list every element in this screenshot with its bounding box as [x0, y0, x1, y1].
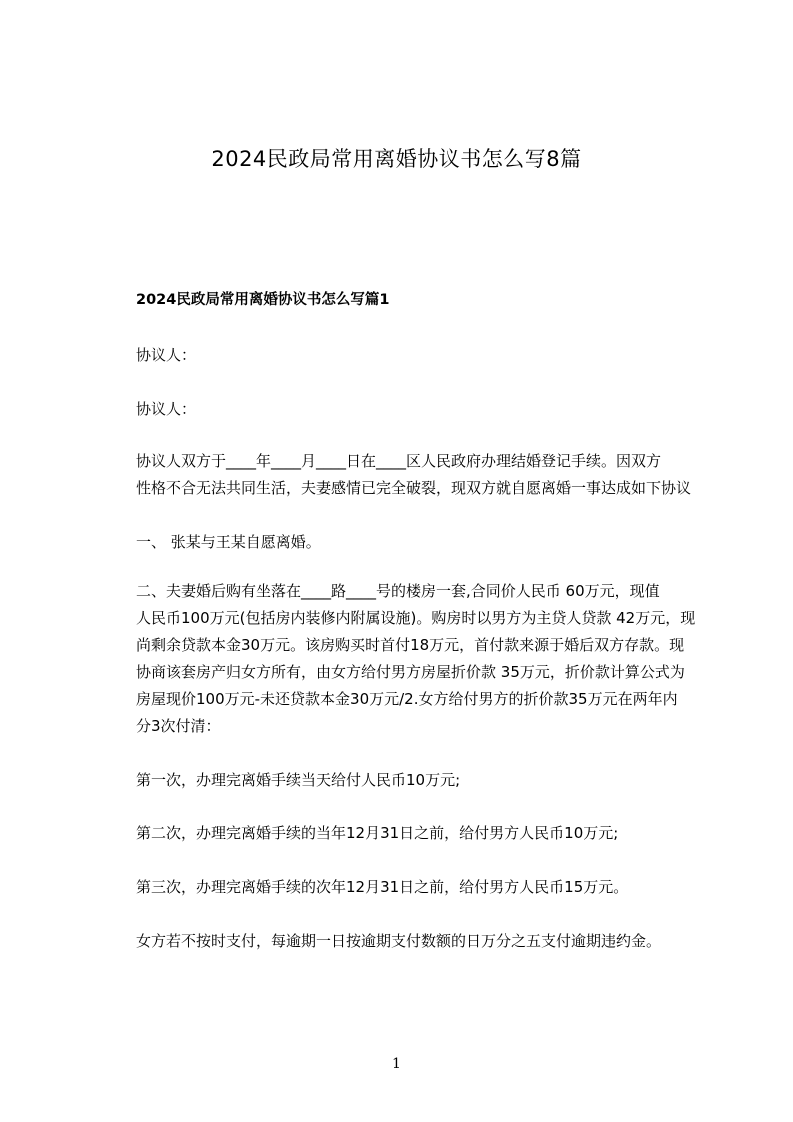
document-title: 2024民政局常用离婚协议书怎么写8篇 — [211, 147, 582, 171]
party-2-label: 协议人： — [136, 400, 197, 418]
intro-line: 性格不合无法共同生活，夫妻感情已完全破裂，现双方就自愿离婚一事达成如下协议 — [136, 479, 692, 497]
payment-1: 第一次，办理完离婚手续当天给付人民币10万元; — [136, 771, 461, 789]
clause-2-line: 二、夫妻婚后购有坐落在____路____号的楼房一套,合同价人民币 60万元，现值 — [136, 582, 660, 600]
clause-2-line: 人民币100万元(包括房内装修内附属设施)。购房时以男方为主贷人贷款 42万元，现 — [136, 609, 696, 627]
clause-1: 一、 张某与王某自愿离婚。 — [136, 533, 321, 551]
clause-2-line: 房屋现价100万元-未还贷款本金30万元/2.女方给付男方的折价款35万元在两年内 — [136, 690, 678, 708]
section-heading: 2024民政局常用离婚协议书怎么写篇1 — [136, 292, 390, 308]
clause-2-line: 协商该套房产归女方所有，由女方给付男方房屋折价款 35万元，折价款计算公式为 — [136, 663, 685, 681]
clause-2-line: 尚剩余贷款本金30万元。该房购买时首付18万元，首付款来源于婚后双方存款。现 — [136, 636, 685, 654]
intro-paragraph — [136, 448, 711, 502]
clause-2-paragraph — [136, 578, 711, 740]
intro-line: 协议人双方于____年____月____日在____区人民政府办理结婚登记手续。因双方 — [136, 452, 662, 470]
penalty-clause: 女方若不按时支付，每逾期一日按逾期支付数额的日万分之五支付逾期违约金。 — [136, 932, 662, 950]
payment-3: 第三次，办理完离婚手续的次年12月31日之前，给付男方人民币15万元。 — [136, 878, 629, 896]
payment-2: 第二次，办理完离婚手续的当年12月31日之前，给付男方人民币10万元; — [136, 824, 619, 842]
clause-2-line: 分3次付清： — [136, 717, 221, 735]
party-1-label: 协议人： — [136, 346, 197, 364]
page-number: 1 — [392, 1056, 401, 1072]
